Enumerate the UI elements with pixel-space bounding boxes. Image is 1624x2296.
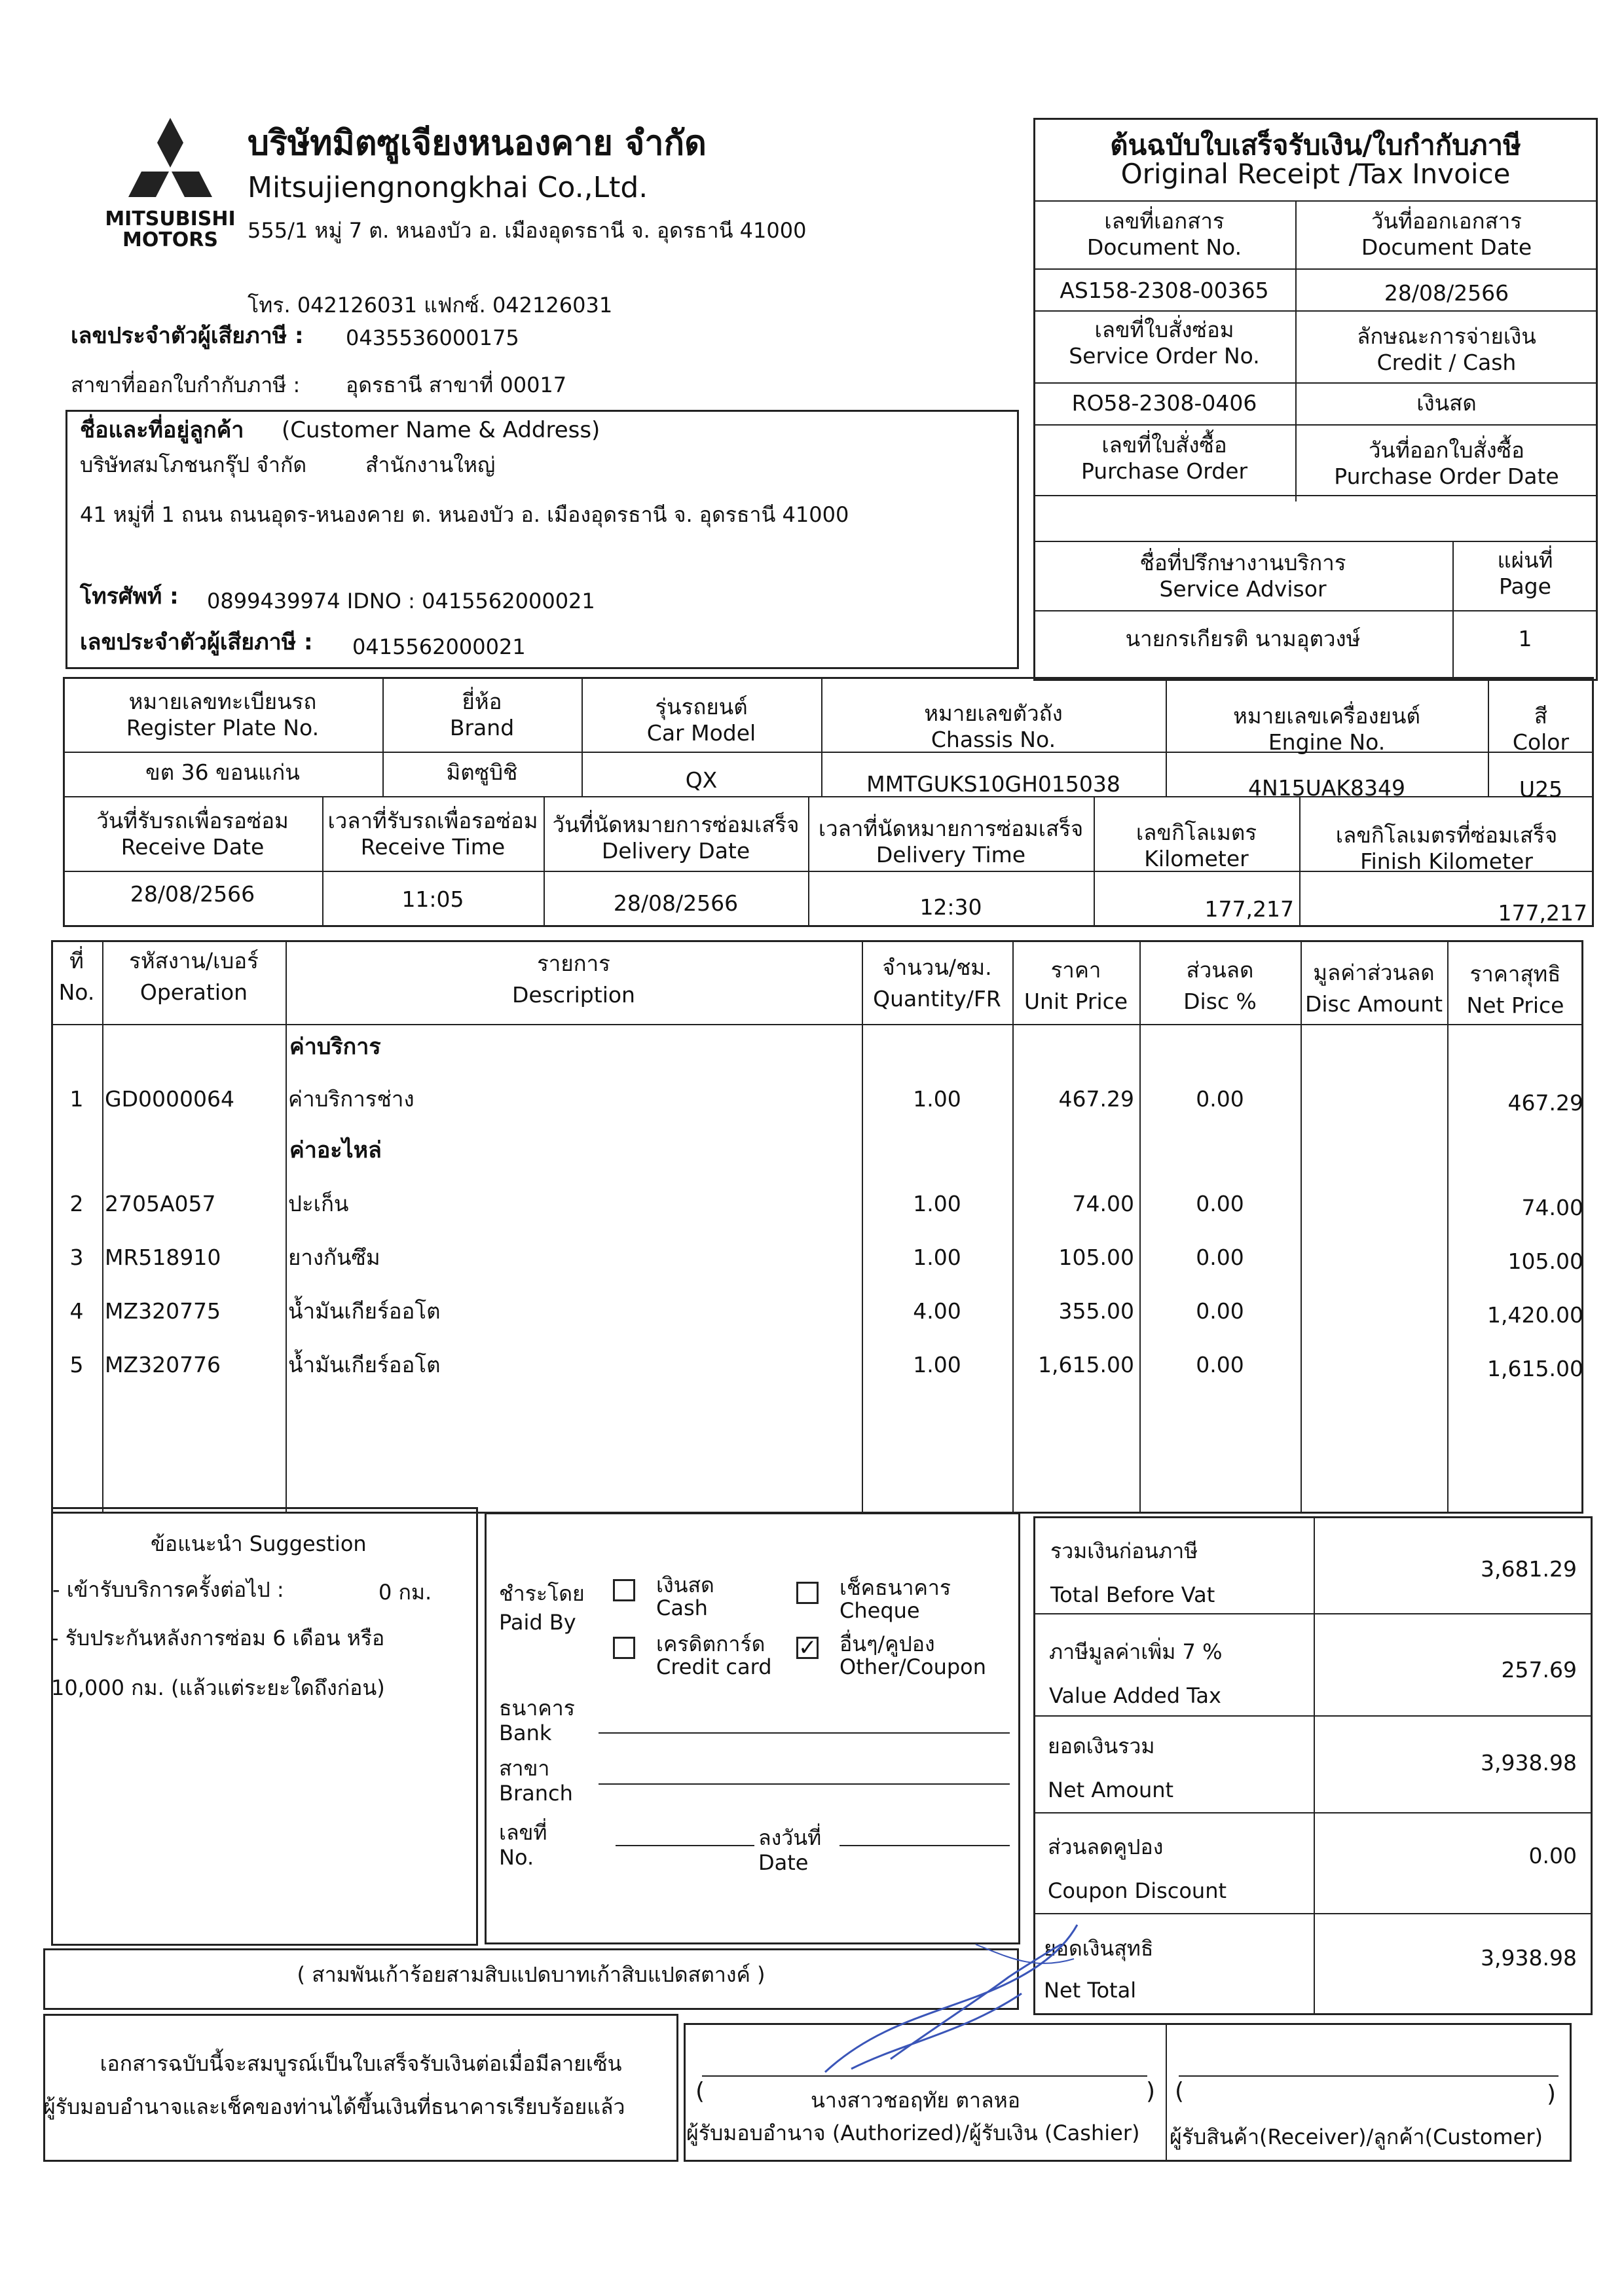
item-net: 1,420.00 <box>1487 1302 1583 1328</box>
credit-card-label: เครดิตการ์ด Credit card <box>656 1631 772 1680</box>
doc-no: AS158-2308-00365 <box>1060 278 1269 303</box>
amount-in-words: ( สามพันเก้าร้อยสามสิบแปดบาทเก้าสิบแปดสตางค์ ) <box>297 1962 766 1987</box>
service-order-no: RO58-2308-0406 <box>1071 390 1257 416</box>
branch-label: สาขา Branch <box>499 1756 573 1806</box>
item-disc: 0.00 <box>1196 1191 1244 1216</box>
col-quantity-header: จำนวน/ชม. Quantity/FR <box>873 955 1001 1011</box>
item-disc: 0.00 <box>1196 1298 1244 1324</box>
sig1-open: ( <box>695 2078 705 2105</box>
sig2-close: ) <box>1547 2081 1557 2107</box>
net-amount-label: ยอดเงินรวม Net Amount <box>1048 1734 1174 1803</box>
item-desc: ค่าบริการช่าง <box>288 1086 415 1112</box>
bank-label: ธนาคาร Bank <box>499 1696 575 1746</box>
customer-phone: 0899439974 IDNO : 0415562000021 <box>207 589 595 613</box>
company-phone: โทร. 042126031 แฟกซ์. 042126031 <box>248 293 613 318</box>
suggestion-warranty: - รับประกันหลังการซ่อม 6 เดือน หรือ <box>51 1626 385 1650</box>
kilometer-label: เลขกิโลเมตร Kilometer <box>1135 820 1257 871</box>
company-address: 555/1 หมู่ 7 ต. หนองบัว อ. เมืองอุดรธานี จ. อุดรธานี 41000 <box>248 218 807 243</box>
other-coupon-label: อื่นๆ/คูปอง Other/Coupon <box>840 1631 987 1680</box>
item-desc: น้ำมันเกียร์ออโต <box>288 1352 441 1377</box>
item-desc: ยางกันซึม <box>288 1245 380 1270</box>
paid-by-th: ชำระโดย <box>499 1581 585 1606</box>
item-op: MZ320776 <box>105 1352 221 1377</box>
company-tax-label: เลขประจำตัวผู้เสียภาษี : <box>71 323 304 349</box>
item-desc: น้ำมันเกียร์ออโต <box>288 1298 441 1324</box>
col-net-price-header: ราคาสุทธิ Net Price <box>1466 961 1564 1018</box>
total-before-vat: 3,681.29 <box>1481 1556 1577 1582</box>
delivery-date: 28/08/2566 <box>613 890 739 916</box>
handwritten-signature <box>812 1918 1087 2088</box>
item-qty: 1.00 <box>913 1245 961 1270</box>
mitsubishi-diamonds-icon <box>124 118 216 200</box>
brand-label: ยี่ห้อ Brand <box>449 689 515 740</box>
suggestion-warranty-2: 10,000 กม. (แล้วแต่ระยะใดถึงก่อน) <box>51 1675 385 1700</box>
doc-no-label: เลขที่เอกสาร Document No. <box>1086 208 1242 260</box>
footer-note-box <box>43 2014 678 2162</box>
col-operation-header: รหัสงาน/เบอร์ Operation <box>129 948 259 1005</box>
item-price: 105.00 <box>1058 1245 1134 1270</box>
customer-address: 41 หมู่ที่ 1 ถนน ถนนอุดร-หนองคาย ต. หนองบัว อ. เมืองอุดรธานี จ. อุดรธานี 41000 <box>80 502 849 527</box>
doc-title-th: ต้นฉบับใบเสร็จรับเงิน/ใบกำกับภาษี <box>1110 129 1521 161</box>
item-price: 355.00 <box>1058 1298 1134 1324</box>
item-qty: 1.00 <box>913 1191 961 1216</box>
item-price: 74.00 <box>1072 1191 1134 1216</box>
plate-label: หมายเลขทะเบียนรถ Register Plate No. <box>126 689 320 740</box>
delivery-time: 12:30 <box>919 894 982 920</box>
footer-note-2: ผู้รับมอบอำนาจและเช็คของท่านได้ขึ้นเงินที่ธนาคารเรียบร้อยแล้ว <box>43 2094 625 2119</box>
item-no: 1 <box>69 1086 84 1112</box>
customer-name: บริษัทสมโภชนกรุ๊ป จำกัด <box>80 452 307 477</box>
item-net: 105.00 <box>1507 1248 1583 1274</box>
cheque-no-label: เลขที่ No. <box>499 1820 547 1870</box>
customer-header-en: (Customer Name & Address) <box>282 417 600 443</box>
company-branch-label: สาขาที่ออกใบกำกับภาษี : <box>71 373 301 397</box>
section-service: ค่าบริการ <box>289 1034 381 1060</box>
item-op: GD0000064 <box>105 1086 234 1112</box>
cheque-no-field[interactable] <box>616 1845 754 1846</box>
item-disc: 0.00 <box>1196 1352 1244 1377</box>
item-no: 4 <box>69 1298 84 1324</box>
item-price: 467.29 <box>1058 1086 1134 1112</box>
total-before-vat-label: รวมเงินก่อนภาษี Total Before Vat <box>1050 1539 1215 1608</box>
item-net: 467.29 <box>1507 1090 1583 1116</box>
credit-card-checkbox[interactable] <box>613 1637 635 1659</box>
items-table <box>51 940 1583 1514</box>
item-op: MZ320775 <box>105 1298 221 1324</box>
item-qty: 4.00 <box>913 1298 961 1324</box>
customer-header-th: ชื่อและที่อยู่ลูกค้า <box>80 417 244 443</box>
net-total: 3,938.98 <box>1481 1945 1577 1971</box>
customer-office: สำนักงานใหญ่ <box>365 452 496 477</box>
purchase-order-date-label: วันที่ออกใบสั่งซื้อ Purchase Order Date <box>1334 437 1559 489</box>
receive-date: 28/08/2566 <box>130 881 255 907</box>
cash-label: เงินสด Cash <box>656 1573 714 1621</box>
net-total-label: ยอดเงินสุทธิ Net Total <box>1044 1936 1154 2003</box>
item-op: MR518910 <box>105 1245 221 1270</box>
col-discount-amount-header: มูลค่าส่วนลด Disc Amount <box>1304 960 1443 1017</box>
suggestion-next-service: - เข้ารับบริการครั้งต่อไป : <box>52 1577 284 1602</box>
col-description-header: รายการ Description <box>512 951 635 1008</box>
customer-tax-label: เลขประจำตัวผู้เสียภาษี : <box>80 629 313 655</box>
company-tax-id: 0435536000175 <box>346 325 519 350</box>
color-label: สี Color <box>1512 703 1570 755</box>
color: U25 <box>1519 776 1563 802</box>
customer-label: ผู้รับสินค้า(Receiver)/ลูกค้า(Customer) <box>1170 2124 1543 2149</box>
company-name-th: บริษัทมิตซูเจียงหนองคาย จำกัด <box>248 124 707 163</box>
item-net: 1,615.00 <box>1487 1356 1583 1381</box>
coupon-discount-label: ส่วนลดคูปอง Coupon Discount <box>1048 1834 1227 1904</box>
vat-label: ภาษีมูลค่าเพิ่ม 7 % Value Added Tax <box>1049 1639 1223 1709</box>
customer-tax-id: 0415562000021 <box>352 634 526 659</box>
payment-type-label: ลักษณะการจ่ายเงิน Credit / Cash <box>1357 323 1536 375</box>
receive-time: 11:05 <box>401 886 464 912</box>
coupon-discount: 0.00 <box>1528 1843 1577 1868</box>
model: QX <box>685 767 718 793</box>
kilometer: 177,217 <box>1204 896 1294 922</box>
doc-date: 28/08/2566 <box>1384 280 1509 306</box>
suggestion-box <box>51 1507 478 1946</box>
engine-no: 4N15UAK8349 <box>1247 775 1406 801</box>
cash-checkbox[interactable] <box>613 1579 635 1601</box>
sig2-open: ( <box>1175 2078 1185 2105</box>
bank-field[interactable] <box>599 1732 1010 1734</box>
logo-text-motors: MOTORS <box>122 228 219 251</box>
chassis-label: หมายเลขตัวถัง Chassis No. <box>924 701 1063 752</box>
col-unit-price-header: ราคา Unit Price <box>1024 957 1128 1014</box>
engine-label: หมายเลขเครื่องยนต์ Engine No. <box>1233 703 1420 755</box>
other-coupon-checkbox[interactable]: ✓ <box>796 1637 819 1659</box>
item-disc: 0.00 <box>1196 1086 1244 1112</box>
paid-by-en: Paid By <box>499 1610 576 1635</box>
authorized-label: ผู้รับมอบอำนาจ (Authorized)/ผู้รับเงิน (Cashier) <box>686 2121 1140 2145</box>
page-number: 1 <box>1518 626 1532 651</box>
service-order-label: เลขที่ใบสั่งซ่อม Service Order No. <box>1069 317 1260 369</box>
item-no: 5 <box>69 1352 84 1377</box>
cheque-label: เช็คธนาคาร Cheque <box>840 1575 951 1624</box>
item-qty: 1.00 <box>913 1086 961 1112</box>
footer-note-1: เอกสารฉบับนี้จะสมบูรณ์เป็นใบเสร็จรับเงินต่อเมื่อมีลายเซ็น <box>100 2051 622 2076</box>
sig1-close: ) <box>1146 2078 1156 2105</box>
doc-title-en: Original Receipt /Tax Invoice <box>1120 158 1511 190</box>
vat-amount: 257.69 <box>1501 1657 1577 1683</box>
model-label: รุ่นรถยนต์ Car Model <box>646 694 756 746</box>
receive-time-label: เวลาที่รับรถเพื่อรอซ่อม Receive Time <box>327 808 538 860</box>
branch-field[interactable] <box>599 1783 1010 1785</box>
service-advisor-label: ชื่อที่ปรึกษางานบริการ Service Advisor <box>1139 550 1346 602</box>
finish-km-label: เลขกิโลเมตรที่ซ่อมเสร็จ Finish Kilometer <box>1335 822 1558 874</box>
item-no: 3 <box>69 1245 84 1270</box>
logo-text-mitsubishi: MITSUBISHI <box>105 208 236 230</box>
service-advisor: นายกรเกียรติ นามอุตวงษ์ <box>1125 626 1361 651</box>
purchase-order-label: เลขที่ใบสั่งซื้อ Purchase Order <box>1080 432 1248 484</box>
finish-kilometer: 177,217 <box>1498 900 1587 926</box>
company-branch: อุดรธานี สาขาที่ 00017 <box>346 373 567 397</box>
chassis-no: MMTGUKS10GH015038 <box>866 771 1120 797</box>
cheque-date-field[interactable] <box>840 1845 1010 1846</box>
col-no-header: ที่ No. <box>58 948 95 1005</box>
suggestion-next-service-value: 0 กม. <box>378 1580 432 1605</box>
delivery-time-label: เวลาที่นัดหมายการซ่อมเสร็จ Delivery Time <box>818 816 1084 867</box>
col-discount-header: ส่วนลด Disc % <box>1183 957 1257 1014</box>
item-op: 2705A057 <box>105 1191 216 1216</box>
page-label: แผ่นที่ Page <box>1497 547 1553 599</box>
item-price: 1,615.00 <box>1038 1352 1134 1377</box>
suggestion-title: ข้อแนะนำ Suggestion <box>151 1531 367 1556</box>
doc-date-label: วันที่ออกเอกสาร Document Date <box>1361 208 1532 260</box>
item-disc: 0.00 <box>1196 1245 1244 1270</box>
delivery-date-label: วันที่นัดหมายการซ่อมเสร็จ Delivery Date <box>552 812 800 864</box>
item-qty: 1.00 <box>913 1352 961 1377</box>
cheque-checkbox[interactable] <box>796 1582 819 1604</box>
customer-signature-line[interactable] <box>1179 2075 1559 2077</box>
plate: ขต 36 ขอนแก่น <box>145 759 300 785</box>
customer-phone-label: โทรศัพท์ : <box>80 583 179 610</box>
section-parts: ค่าอะไหล่ <box>289 1137 382 1163</box>
cheque-date-label: ลงวันที่ Date <box>758 1825 822 1876</box>
net-amount: 3,938.98 <box>1481 1750 1577 1776</box>
item-no: 2 <box>69 1191 84 1216</box>
payment-type: เงินสด <box>1416 390 1477 416</box>
company-name-en: Mitsujiengnongkhai Co.,Ltd. <box>248 171 648 204</box>
receive-date-label: วันที่รับรถเพื่อรอซ่อม Receive Date <box>96 808 289 860</box>
item-desc: ปะเก็น <box>288 1191 349 1216</box>
authorized-name: นางสาวชอฤทัย ตาลหอ <box>811 2088 1020 2113</box>
item-net: 74.00 <box>1521 1195 1583 1220</box>
brand: มิตซูบิชิ <box>446 759 518 785</box>
